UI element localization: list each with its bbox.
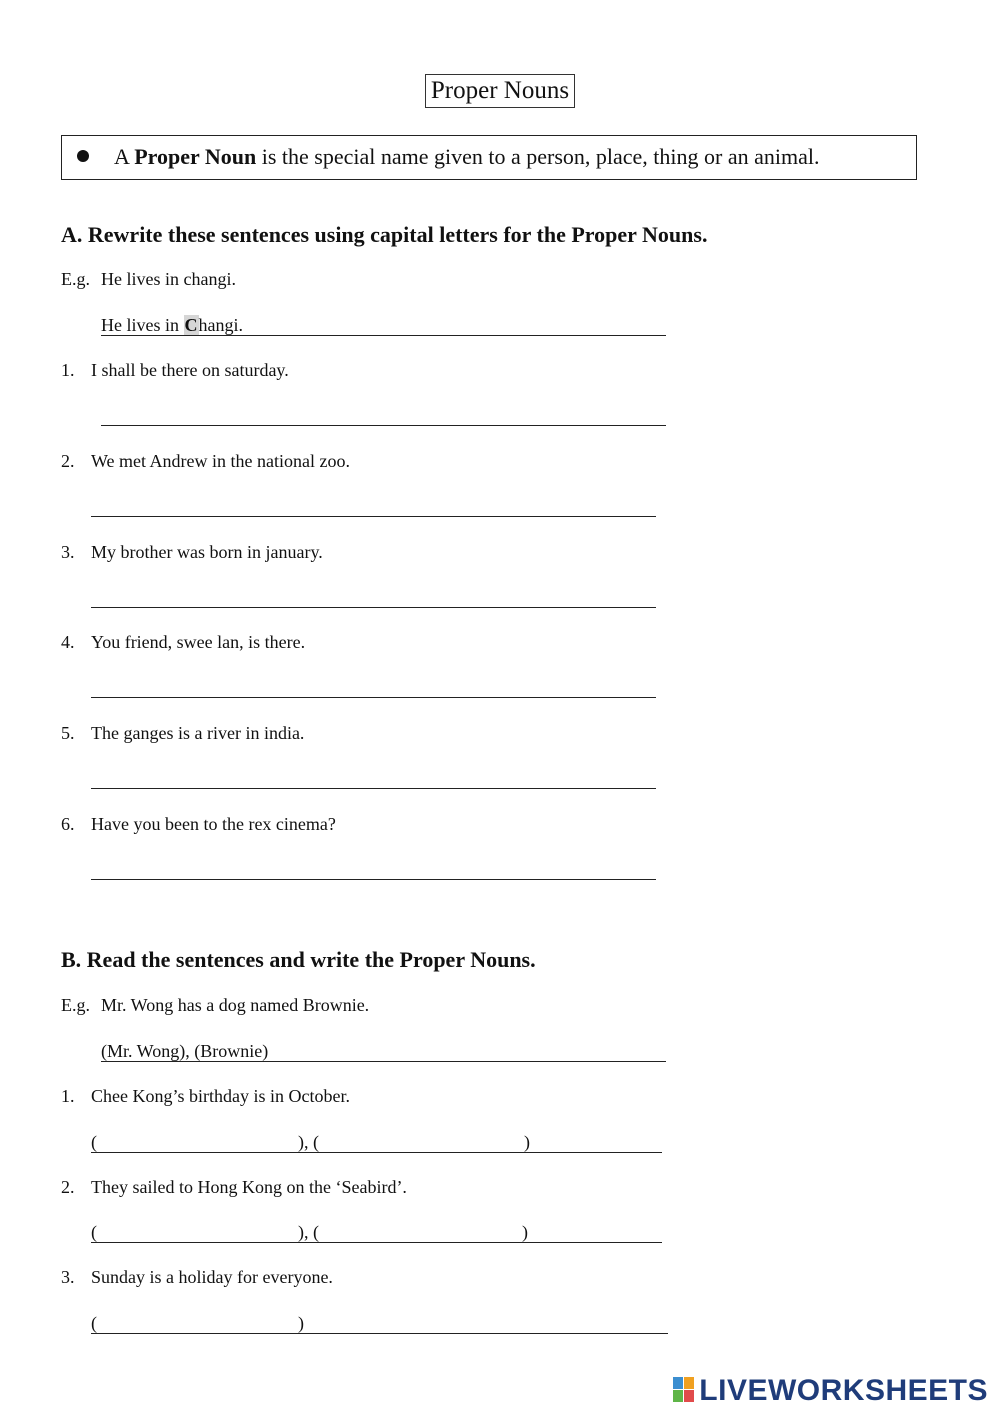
item-a2-text: We met Andrew in the national zoo. — [91, 451, 350, 471]
item-a5-number: 5. — [61, 723, 75, 743]
example-a-sentence: He lives in changi. — [101, 269, 236, 289]
definition-text: A Proper Noun is the special name given to a person, place, thing or an animal. — [114, 144, 820, 169]
item-b1-number: 1. — [61, 1086, 75, 1106]
example-b-label: E.g. — [61, 995, 90, 1015]
item-a4-number: 4. — [61, 632, 75, 652]
section-a-heading: A. Rewrite these sentences using capital letters for the Proper Nouns. — [61, 222, 708, 247]
b3-open-paren: ( — [91, 1313, 97, 1333]
item-a3-text: My brother was born in january. — [91, 542, 323, 562]
b2-open-paren: ( — [91, 1222, 97, 1242]
definition-box — [61, 135, 917, 180]
page-title: Proper Nouns — [425, 74, 575, 108]
answer-b1-second-input[interactable] — [322, 1130, 522, 1152]
answer-b3-input[interactable] — [99, 1311, 297, 1333]
example-b-underline — [101, 1061, 666, 1062]
answer-b2-second-input[interactable] — [322, 1220, 520, 1242]
item-a6-number: 6. — [61, 814, 75, 834]
section-b-heading: B. Read the sentences and write the Proper Nouns. — [61, 947, 536, 972]
b1-underline — [91, 1152, 662, 1153]
b3-underline — [91, 1333, 668, 1334]
b2-close-paren: ) — [522, 1222, 528, 1242]
answer-a4-input[interactable] — [91, 673, 656, 698]
b1-close-paren: ) — [524, 1132, 530, 1152]
item-a2-number: 2. — [61, 451, 75, 471]
item-b2-text: They sailed to Hong Kong on the ‘Seabird’. — [91, 1177, 407, 1197]
example-b-sentence: Mr. Wong has a dog named Brownie. — [101, 995, 370, 1015]
b1-open-paren: ( — [91, 1132, 97, 1152]
answer-a6-input[interactable] — [91, 855, 656, 880]
example-a-answer: He lives in Changi. — [101, 315, 243, 335]
item-b2-number: 2. — [61, 1177, 75, 1197]
item-b1-text: Chee Kong’s birthday is in October. — [91, 1086, 350, 1106]
b2-underline — [91, 1242, 662, 1243]
b1-separator: ), ( — [298, 1132, 319, 1152]
example-b-answer: (Mr. Wong), (Brownie) — [101, 1041, 269, 1061]
item-a4-text: You friend, swee lan, is there. — [91, 632, 306, 652]
item-a6-text: Have you been to the rex cinema? — [91, 814, 336, 834]
answer-a5-input[interactable] — [91, 764, 656, 789]
item-a5-text: The ganges is a river in india. — [91, 723, 305, 743]
answer-b1-first-input[interactable] — [99, 1130, 297, 1152]
liveworksheets-logo-icon — [673, 1377, 695, 1403]
b3-close-paren: ) — [298, 1313, 304, 1333]
item-b3-number: 3. — [61, 1267, 75, 1287]
item-a3-number: 3. — [61, 542, 75, 562]
item-b3-text: Sunday is a holiday for everyone. — [91, 1267, 333, 1287]
example-a-underline — [101, 335, 666, 336]
b2-separator: ), ( — [298, 1222, 319, 1242]
item-a1-text: I shall be there on saturday. — [91, 360, 289, 380]
item-a1-number: 1. — [61, 360, 75, 380]
liveworksheets-logo-text: LIVEWORKSHEETS — [699, 1374, 988, 1407]
bullet-icon — [77, 150, 89, 162]
answer-b2-first-input[interactable] — [99, 1220, 297, 1242]
answer-a2-input[interactable] — [91, 492, 656, 517]
example-a-label: E.g. — [61, 269, 90, 289]
answer-a3-input[interactable] — [91, 583, 656, 608]
liveworksheets-logo[interactable] — [673, 1374, 988, 1408]
answer-a1-input[interactable] — [101, 401, 666, 426]
